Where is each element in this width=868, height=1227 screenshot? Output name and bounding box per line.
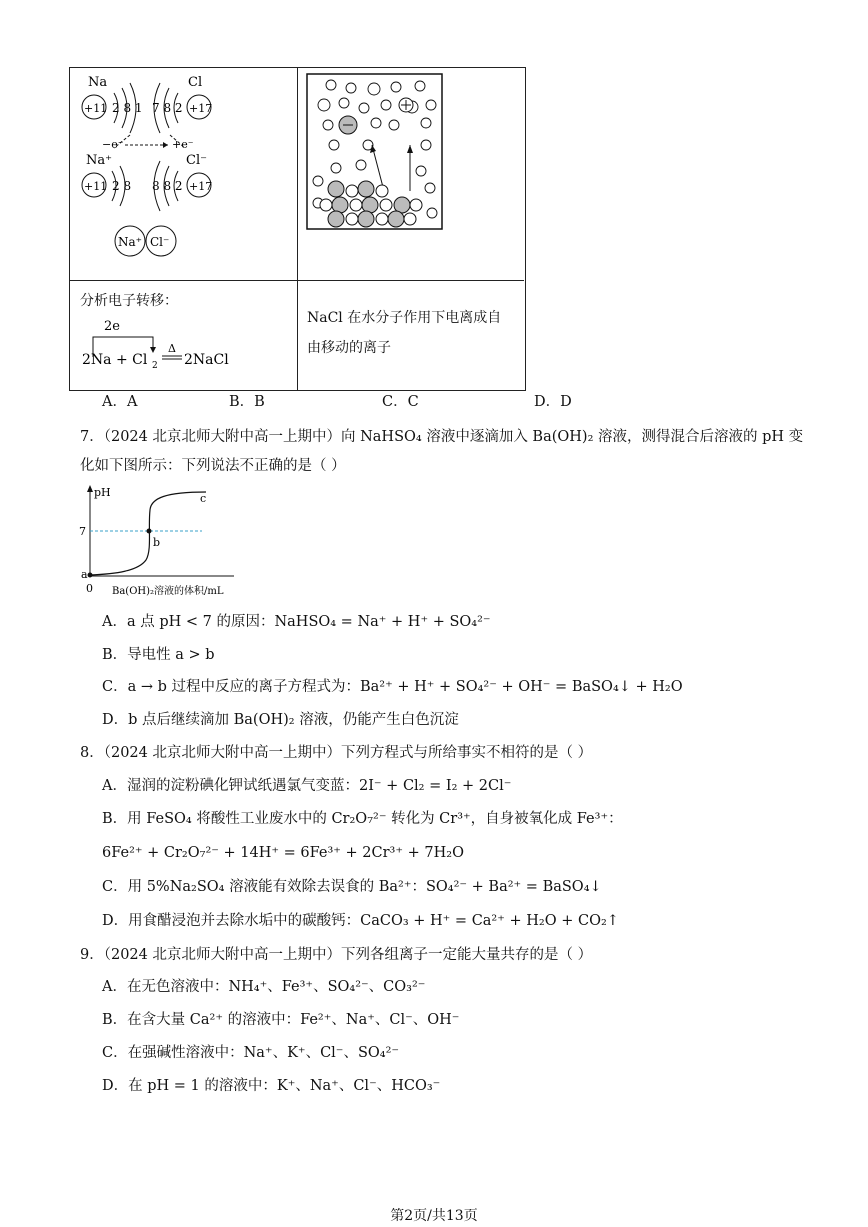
- svg-text:Cl⁻: Cl⁻: [150, 235, 170, 249]
- svg-text:+17: +17: [189, 180, 213, 193]
- q9-option-a[interactable]: A．在无色溶液中：NH₄⁺、Fe³⁺、SO₄²⁻、CO₃²⁻: [102, 979, 426, 995]
- q7-option-a[interactable]: A．a 点 pH < 7 的原因：NaHSO₄ = Na⁺ + H⁺ + SO₄²⁻: [102, 614, 491, 630]
- q6-option-c[interactable]: C．C: [382, 394, 419, 410]
- svg-text:2Na + Cl: 2Na + Cl: [82, 352, 148, 368]
- svg-text:+17: +17: [189, 102, 213, 115]
- q8-option-a[interactable]: A．湿润的淀粉碘化钾试纸遇氯气变蓝：2I⁻ + Cl₂ = I₂ + 2Cl⁻: [102, 778, 512, 794]
- q8-stem: 8．（2024 北京北师大附中高一上期中）下列方程式与所给事实不相符的是（ ）: [80, 745, 593, 761]
- q6-option-b[interactable]: B．B: [229, 394, 265, 410]
- table-divider-vertical: [297, 67, 298, 390]
- electron-transfer-equation: [80, 315, 295, 375]
- chart-y7-tick: 7: [79, 525, 86, 538]
- label-na: Na: [88, 75, 108, 90]
- q7-stem-line1: 7．（2024 北京北师大附中高一上期中）向 NaHSO₄ 溶液中逐滴加入 Ba(OH)₂ 溶液，测得混合后溶液的 pH 变: [80, 429, 804, 445]
- cell-d-line1: NaCl 在水分子作用下电离成自: [307, 310, 502, 326]
- svg-text:−e⁻: −e⁻: [102, 138, 124, 151]
- chart-xlabel: Ba(OH)₂溶液的体积/mL: [112, 586, 224, 597]
- svg-text:2 8 1: 2 8 1: [112, 101, 143, 115]
- svg-text:8 8 2: 8 8 2: [152, 179, 183, 193]
- svg-text:Cl⁻: Cl⁻: [186, 153, 207, 168]
- q9-stem: 9．（2024 北京北师大附中高一上期中）下列各组离子一定能大量共存的是（ ）: [80, 947, 593, 963]
- q9-option-d[interactable]: D．在 pH = 1 的溶液中：K⁺、Na⁺、Cl⁻、HCO₃⁻: [102, 1078, 441, 1094]
- q7-option-d[interactable]: D．b 点后继续滴加 Ba(OH)₂ 溶液，仍能产生白色沉淀: [102, 712, 459, 728]
- svg-text:+e⁻: +e⁻: [172, 138, 194, 151]
- svg-text:2: 2: [152, 361, 158, 371]
- svg-text:+11: +11: [84, 180, 108, 193]
- cell-c-label: 分析电子转移：: [80, 293, 178, 309]
- chart-ylabel: pH: [94, 486, 111, 499]
- table-divider-horizontal: [69, 280, 524, 281]
- nacl-dissolution-diagram: [306, 73, 444, 231]
- q9-option-c[interactable]: C．在强碱性溶液中：Na⁺、K⁺、Cl⁻、SO₄²⁻: [102, 1045, 400, 1061]
- svg-text:Na⁺: Na⁺: [86, 153, 112, 168]
- page-footer: 第2页/共13页: [390, 1208, 478, 1224]
- chart-origin: 0: [86, 582, 93, 595]
- svg-text:+11: +11: [84, 102, 108, 115]
- svg-text:2e: 2e: [104, 319, 120, 334]
- cell-d-line2: 由移动的离子: [307, 340, 391, 356]
- q7-option-c[interactable]: C．a → b 过程中反应的离子方程式为：Ba²⁺ + H⁺ + SO₄²⁻ + OH⁻ = BaSO₄↓ + H₂O: [102, 679, 683, 695]
- q8-option-b-line1[interactable]: B．用 FeSO₄ 将酸性工业废水中的 Cr₂O₇²⁻ 转化为 Cr³⁺，自身被氧化成 Fe³⁺：: [102, 811, 623, 827]
- chart-point-c: c: [200, 492, 207, 505]
- svg-text:2NaCl: 2NaCl: [184, 352, 229, 368]
- svg-text:Cl: Cl: [188, 75, 203, 90]
- q8-option-b-line2: 6Fe²⁺ + Cr₂O₇²⁻ + 14H⁺ = 6Fe³⁺ + 2Cr³⁺ + 7H₂O: [102, 845, 464, 861]
- q8-option-d[interactable]: D．用食醋浸泡并去除水垢中的碳酸钙：CaCO₃ + H⁺ = Ca²⁺ + H₂O + CO₂↑: [102, 913, 619, 929]
- ph-curve-chart: [76, 480, 261, 600]
- svg-text:Δ: Δ: [168, 342, 176, 355]
- svg-text:7 8 2: 7 8 2: [152, 101, 183, 115]
- electron-shell-diagram: [70, 68, 296, 280]
- q9-option-b[interactable]: B．在含大量 Ca²⁺ 的溶液中：Fe²⁺、Na⁺、Cl⁻、OH⁻: [102, 1012, 460, 1028]
- chart-point-b: b: [153, 536, 161, 549]
- chart-point-a: a: [81, 568, 88, 581]
- q8-option-c[interactable]: C．用 5%Na₂SO₄ 溶液能有效除去误食的 Ba²⁺：SO₄²⁻ + Ba²⁺ = BaSO₄↓: [102, 879, 602, 895]
- q7-option-b[interactable]: B．导电性 a > b: [102, 647, 215, 663]
- q7-stem-line2: 化如下图所示：下列说法不正确的是（ ）: [80, 458, 346, 474]
- svg-text:2 8: 2 8: [112, 179, 132, 193]
- q6-option-d[interactable]: D．D: [534, 394, 572, 410]
- q6-option-a[interactable]: A．A: [102, 394, 138, 410]
- svg-text:Na⁺: Na⁺: [118, 235, 142, 249]
